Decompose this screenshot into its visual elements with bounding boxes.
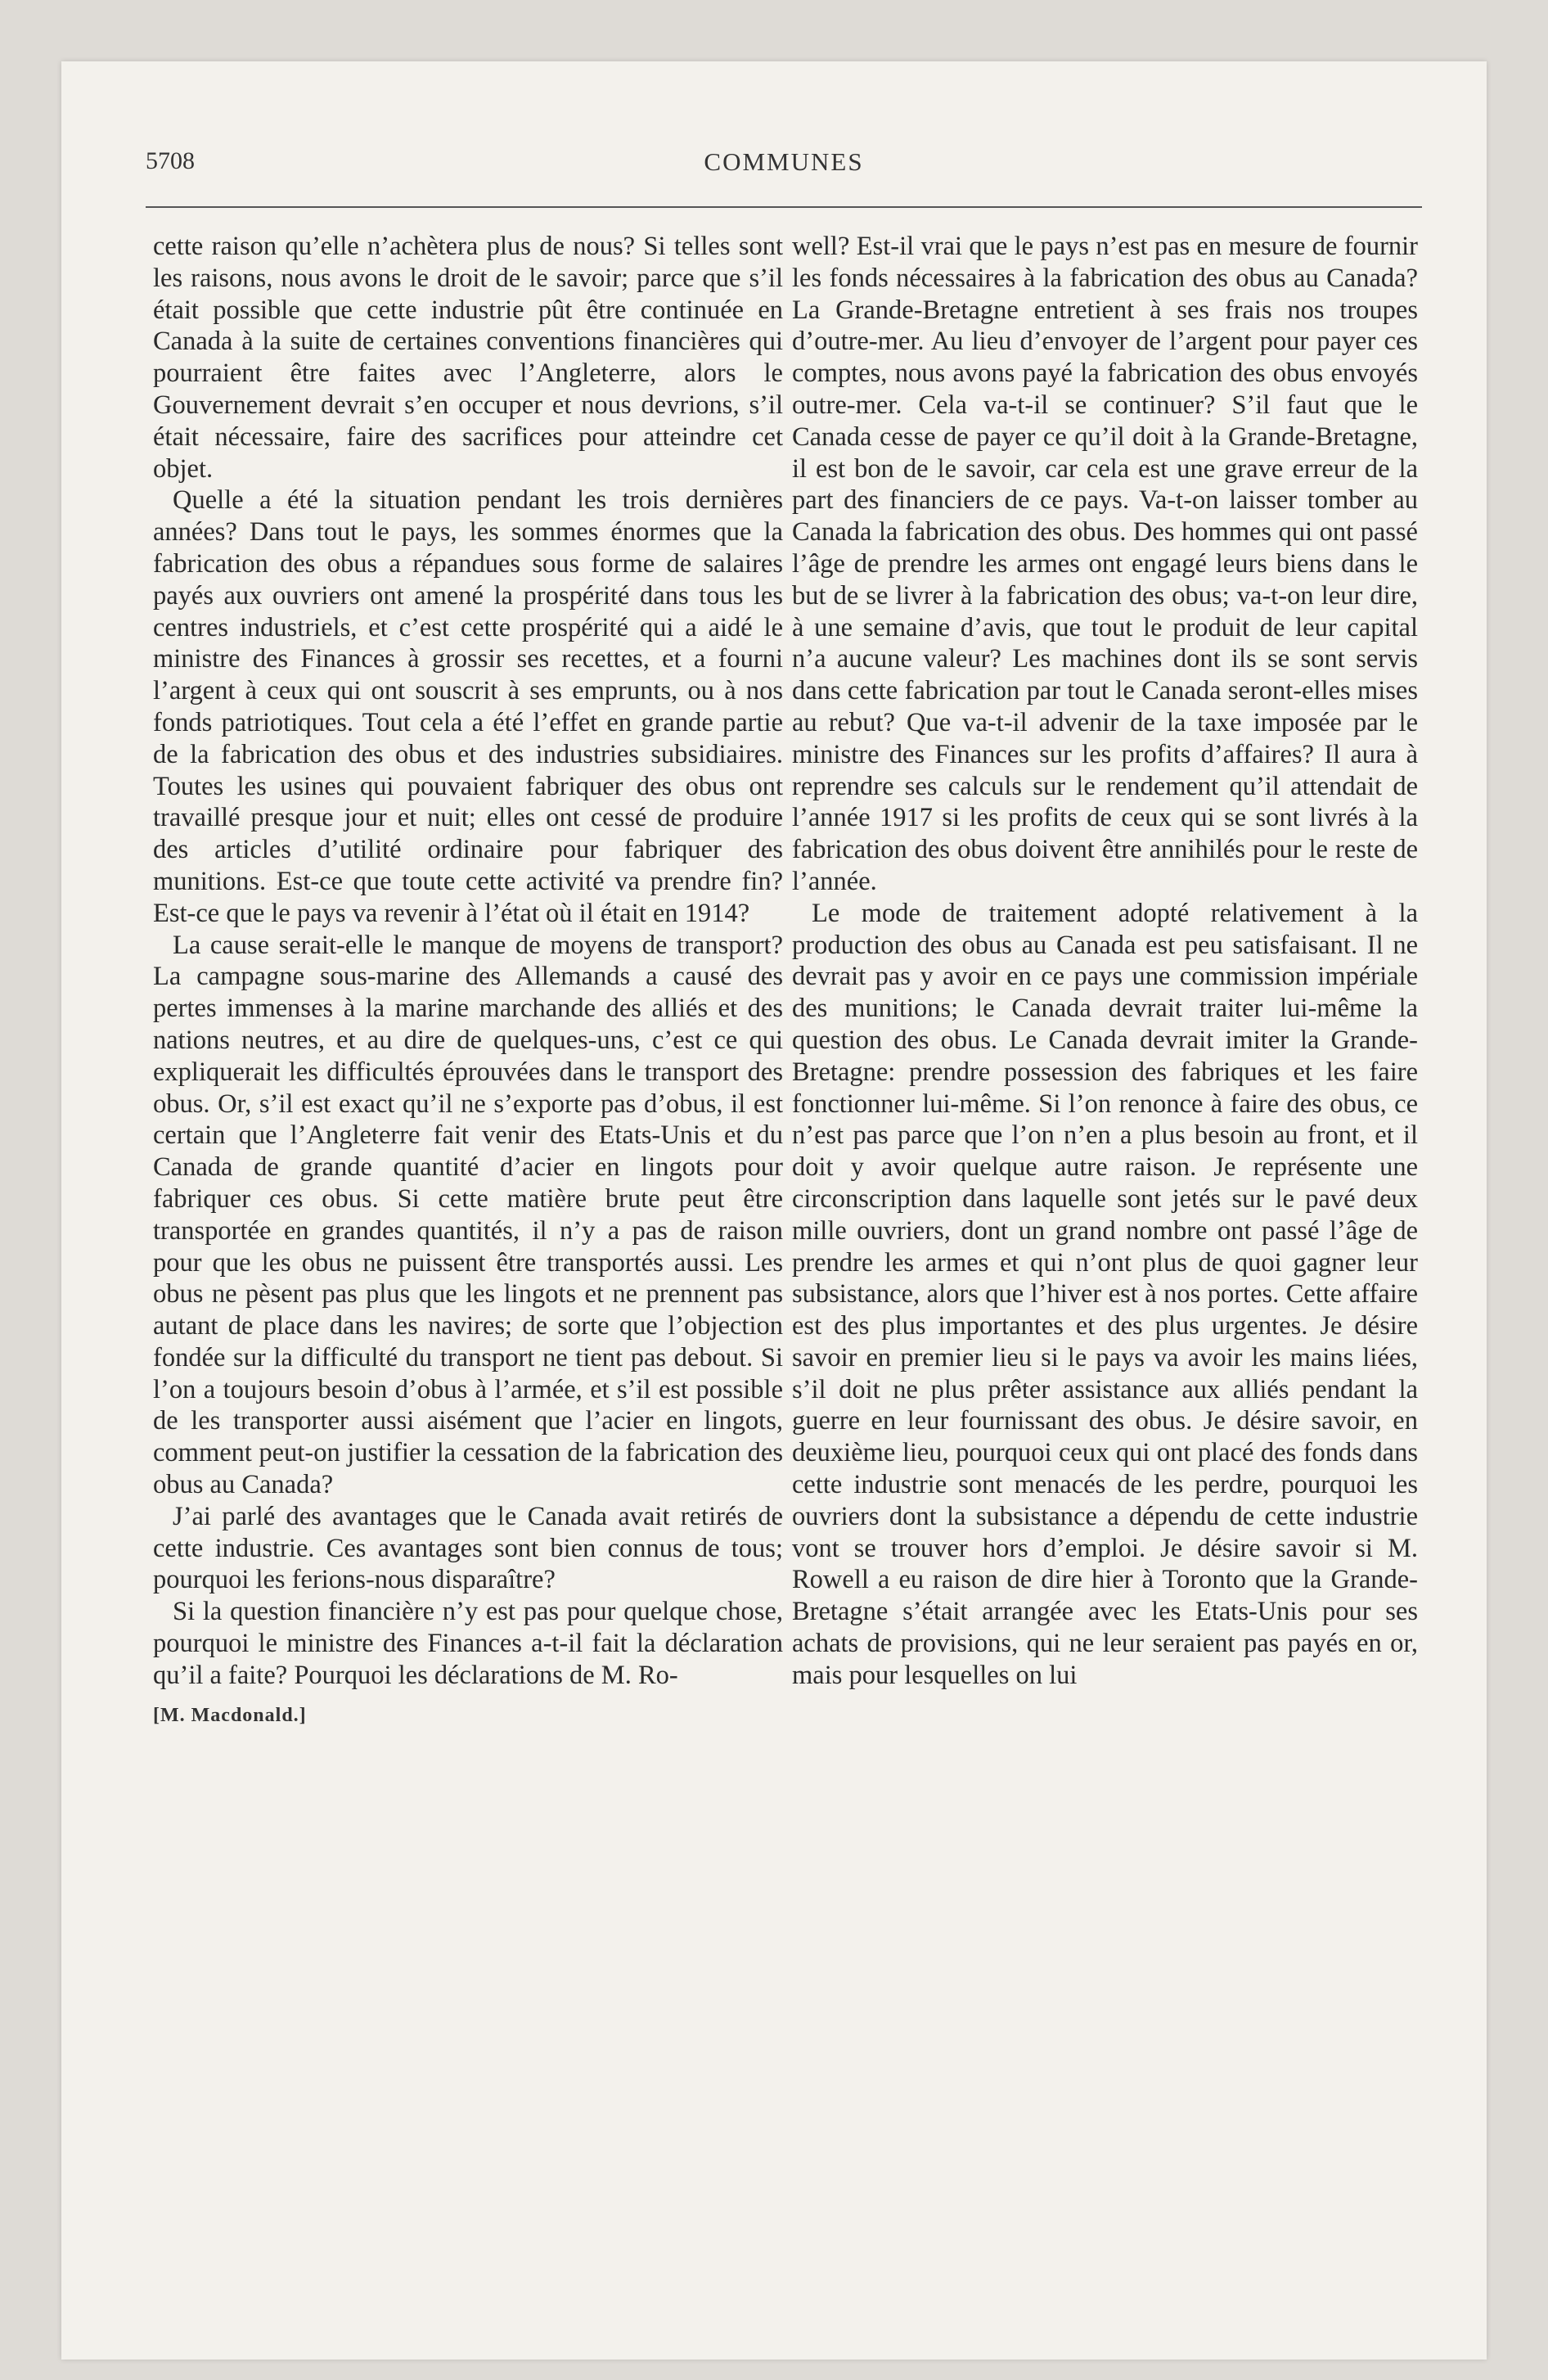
paragraph: La cause serait-elle le manque de moyens de transport? La campagne sous-marine des Allemands a causé des pertes immenses à la marine marchande des alliés et des nations neutres, et au dire de quelques-uns, c’est ce qui expliquerait les difficultés éprouvées dans le transport des obus. Or, s’il est exact qu’il ne s’exporte pas d’obus, il est certain que l’Angleterre fait venir des Etats-Unis et du Canada de grande quantité d’acier en lingots pour fabriquer ces obus. Si cette matière brute peut être transportée en grandes quantités, il n’y a pas de raison pour que les obus ne puissent être transportés aussi. Les obus ne pèsent pas plus que les lingots et ne prennent pas autant de place dans les navires; de sorte que l’objection fondée sur la difficulté du transport ne tient pas debout. Si l’on a toujours besoin d’obus à l’armée, et s’il est possible de les transporter aussi aisément que l’acier en lingots, comment peut-on justifier la cessation de la fabrication des obus au Canada? — [153, 930, 783, 1500]
page-number: 5708 — [146, 147, 195, 174]
paragraph: Si la question financière n’y est pas pour quelque chose, pourquoi le ministre des Finances a-t-il fait la déclaration qu’il a faite? Pourquoi les déclarations de M. Ro- — [153, 1597, 783, 1690]
left-column — [153, 231, 783, 1731]
speaker-attribution: [M. Macdonald.] — [153, 1704, 307, 1726]
right-column — [792, 231, 1418, 1692]
running-head: COMMUNES — [704, 147, 864, 176]
paragraph: Quelle a été la situation pendant les trois dernières années? Dans tout le pays, les sommes énormes que la fabrication des obus a répandues sous forme de salaires payés aux ouvriers ont amené la prospérité dans tous les centres industriels, et c’est cette prospérité qui a aidé le ministre des Finances à grossir ses recettes, et a fourni l’argent à ceux qui ont souscrit à ses emprunts, ou à nos fonds patriotiques. Tout cela a été l’effet en grande partie de la fabrication des obus et des industries subsidiaires. Toutes les usines qui pouvaient fabriquer des obus ont travaillé presque jour et nuit; elles ont cessé de produire des articles d’utilité ordinaire pour fabriquer des munitions. Est-ce que toute cette activité va prendre fin? Est-ce que le pays va revenir à l’état où il était en 1914? — [153, 485, 783, 928]
paragraph: J’ai parlé des avantages que le Canada avait retirés de cette industrie. Ces avantages sont bien connus de tous; pourquoi les ferions-nous disparaître? — [153, 1501, 783, 1595]
paragraph: Le mode de traitement adopté relativement à la production des obus au Canada est peu satisfaisant. Il ne devrait pas y avoir en ce pays une commission impériale des munitions; le Canada devrait traiter lui-même la question des obus. Le Canada devrait imiter la Grande-Bretagne: prendre possession des fabriques et les faire fonctionner lui-même. Si l’on renonce à faire des obus, ce n’est pas parce que l’on n’en a plus besoin au front, et il doit y avoir quelque autre raison. Je représente une circonscription dans laquelle sont jetés sur le pavé deux mille ouvriers, dont un grand nombre ont passé l’âge de prendre les armes et qui n’ont plus de quoi gagner leur subsistance, alors que l’hiver est à nos portes. Cette affaire est des plus importantes et des plus urgentes. Je désire savoir en premier lieu si le pays va avoir les mains liées, s’il doit ne plus prêter assistance aux alliés pendant la guerre en leur fournissant des obus. Je désire savoir, en deuxième lieu, pourquoi ceux qui ont placé des fonds dans cette industrie sont menacés de les perdre, pourquoi les ouvriers dont la subsistance a dépendu de cette industrie vont se trouver hors d’emploi. Je désire savoir si M. Rowell a eu raison de dire hier à Toronto que la Grande-Bretagne s’était arrangée avec les Etats-Unis pour ses achats de provisions, qui ne leur seraient pas payés en or, mais pour lesquelles on lui — [792, 898, 1418, 1690]
paragraph: cette raison qu’elle n’achètera plus de nous? Si telles sont les raisons, nous avons le droit de le savoir; parce que s’il était possible que cette industrie pût être continuée en Canada à la suite de certaines conventions financières qui pourraient être faites avec l’Angleterre, alors le Gouvernement devrait s’en occuper et nous devrions, s’il était nécessaire, faire des sacrifices pour atteindre cet objet. — [153, 232, 783, 484]
paragraph: well? Est-il vrai que le pays n’est pas en mesure de fournir les fonds nécessaires à la fabrication des obus au Canada? La Grande-Bretagne entretient à ses frais nos troupes d’outre-mer. Au lieu d’envoyer de l’argent pour payer ces comptes, nous avons payé la fabrication des obus envoyés outre-mer. Cela va-t-il se continuer? S’il faut que le Canada cesse de payer ce qu’il doit à la Grande-Bretagne, il est bon de le savoir, car cela est une grave erreur de la part des financiers de ce pays. Va-t-on laisser tomber au Canada la fabrication des obus. Des hommes qui ont passé l’âge de prendre les armes ont engagé leurs biens dans le but de se livrer à la fabrication des obus; va-t-on leur dire, à une semaine d’avis, que tout le produit de leur capital n’a aucune valeur? Les machines dont ils se sont servis dans cette fabrication par tout le Canada seront-elles mises au rebut? Que va-t-il advenir de la taxe imposée par le ministre des Finances sur les profits d’affaires? Il aura à reprendre ses calculs sur le rendement qu’il attendait de l’année 1917 si les profits de ceux qui se sont livrés à la fabrication des obus doivent être annihilés pour le reste de l’année. — [792, 232, 1418, 896]
header-rule — [146, 206, 1422, 208]
page-header — [146, 147, 1422, 196]
